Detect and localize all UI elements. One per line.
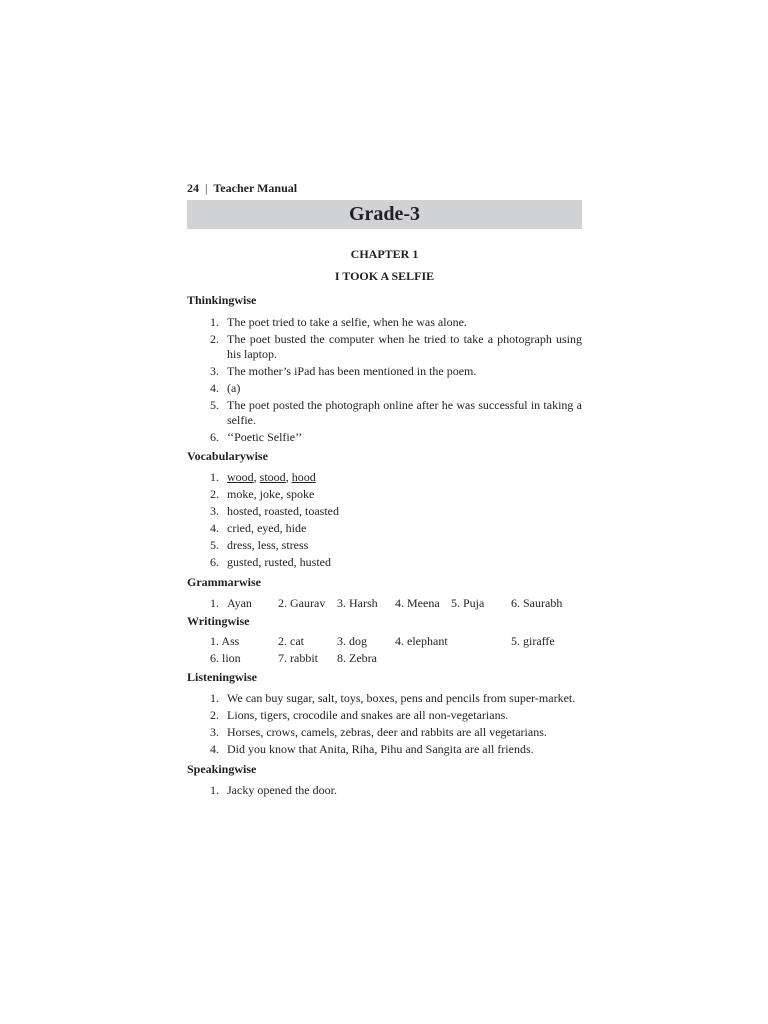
section-heading-listeningwise: Listeningwise [187,670,258,684]
writingwise-row-1 [187,634,582,651]
list-item: 5. dress, less, stress [210,538,309,552]
listeningwise-list [187,691,582,757]
list-item: 5. The poet posted the photograph online after he was successful in taking a selfie. [210,398,582,427]
list-item: 4. Meena [395,596,440,610]
list-item: 3. dog [337,634,367,648]
list-item: 5. Puja [451,596,485,610]
list-item: 4. elephant [395,634,448,648]
header-separator: | [205,181,208,195]
section-heading-grammarwise: Grammarwise [187,575,261,589]
list-item: 1. We can buy sugar, salt, toys, boxes, pens and pencils from super-market. [210,691,576,705]
vocabularywise-list [187,470,582,570]
running-head [187,181,582,195]
list-item: 4. cried, eyed, hide [210,521,307,535]
list-item: 6. lion [210,651,241,665]
list-item: 1. Jacky opened the door. [210,783,337,797]
list-item: 3. hosted, roasted, toasted [210,504,339,518]
list-item: 2. The poet busted the computer when he tried to take a photograph using his laptop. [210,332,582,361]
section-heading-thinkingwise: Thinkingwise [187,293,257,307]
list-item: 2. Lions, tigers, crocodile and snakes are all non-vegetarians. [210,708,509,722]
list-item: 4. (a) [210,381,241,395]
list-item: 8. Zebra [337,651,377,665]
list-item: 3. Horses, crows, camels, zebras, deer and rabbits are all vegetarians. [210,725,547,739]
writingwise-row-2 [187,651,582,668]
list-item-number: 1. [210,596,219,610]
list-item: 1. Ass [210,634,240,648]
page-number: 24 [187,181,199,195]
chapter-title: I TOOK A SELFIE [334,269,435,283]
list-item: 7. rabbit [278,651,318,665]
list-item: 6. Saurabh [511,596,563,610]
list-item: 5. giraffe [511,634,555,648]
section-heading-writingwise: Writingwise [187,614,250,628]
section-heading-vocabularywise: Vocabularywise [187,449,268,463]
list-item: 6. gusted, rusted, husted [210,555,331,569]
list-item: 3. The mother’s iPad has been mentioned in the poem. [210,364,477,378]
list-item: 1. wood, stood, hood [210,470,316,484]
section-heading-speakingwise: Speakingwise [187,762,257,776]
grade-band: Grade-3 [187,200,582,229]
list-item: Ayan [227,596,252,610]
running-title: Teacher Manual [213,181,298,195]
speakingwise-list [187,783,582,798]
list-item: 4. Did you know that Anita, Riha, Pihu and Sangita are all friends. [210,742,534,756]
list-item: 2. Gaurav [278,596,326,610]
list-item: 3. Harsh [337,596,378,610]
grammarwise-row [187,596,582,613]
list-item: 6. ‘‘Poetic Selfie’’ [210,430,303,444]
page [187,181,582,798]
list-item: 1. The poet tried to take a selfie, when he was alone. [210,315,467,329]
thinkingwise-list [187,315,582,445]
list-item: 2. cat [278,634,304,648]
list-item: 2. moke, joke, spoke [210,487,315,501]
chapter-label: CHAPTER 1 [350,247,419,261]
